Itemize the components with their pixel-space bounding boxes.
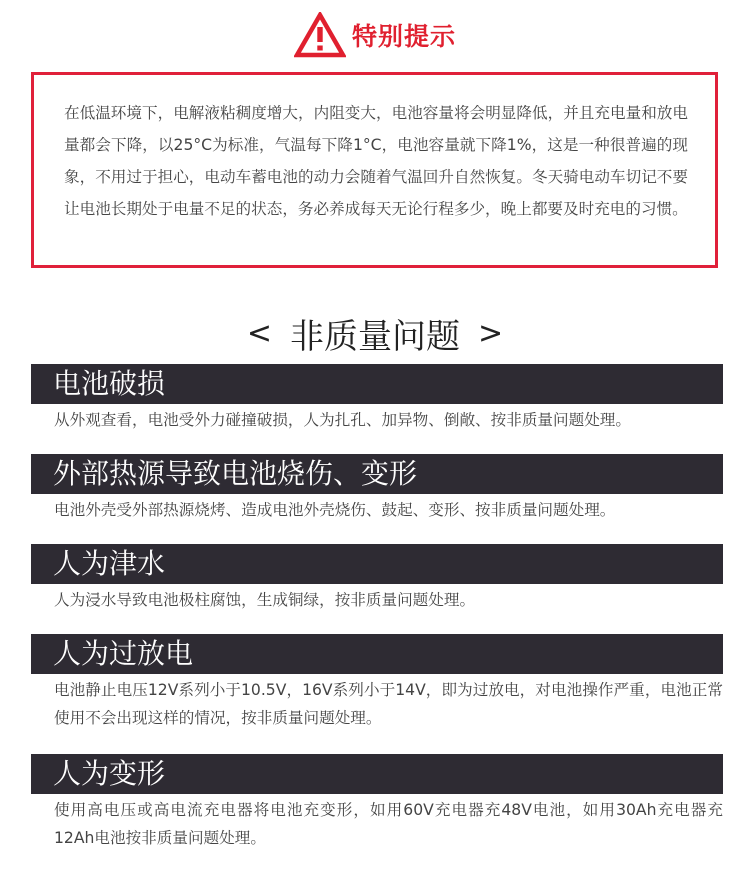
right-bracket: > (478, 315, 504, 351)
issue-description: 电池外壳受外部热源烧烤、造成电池外壳烧伤、鼓起、变形、按非质量问题处理。 (54, 501, 616, 519)
issue-description: 从外观查看，电池受外力碰撞破损，人为扎孔、加异物、倒敞、按非质量问题处理。 (54, 411, 631, 429)
issue-description: 人为浸水导致电池极柱腐蚀，生成铜绿，按非质量问题处理。 (54, 591, 476, 609)
issue-item (31, 544, 723, 614)
issue-heading: 人为过放电 (31, 634, 723, 674)
notice-header (0, 10, 750, 60)
issue-item (31, 754, 723, 852)
issue-item (31, 454, 723, 524)
notice-text: 在低温环境下，电解液粘稠度增大，内阻变大，电池容量将会明显降低，并且充电量和放电量都会下降，以25°C为标准，气温每下降1°C，电池容量就下降1%，这是一种很普遍的现象，不用过于担心，电动车蓄电池的动力会随着气温回升自然恢复。冬天骑电动车切记不要让电池长期处于电量不足的状态，务必养成每天无论行程多少，晚上都要及时充电的习惯。 (64, 104, 688, 218)
issue-item (31, 364, 723, 434)
notice-box (31, 72, 718, 268)
issue-heading: 人为变形 (31, 754, 723, 794)
section-heading (0, 305, 750, 361)
issue-description: 使用高电压或高电流充电器将电池充变形，如用60V充电器充48V电池，如用30Ah充电器充12Ah电池按非质量问题处理。 (54, 801, 723, 847)
left-bracket: < (246, 315, 272, 351)
issue-description: 电池静止电压12V系列小于10.5V，16V系列小于14V，即为过放电，对电池操作严重，电池正常使用不会出现这样的情况，按非质量问题处理。 (54, 681, 723, 727)
issue-heading: 电池破损 (31, 364, 723, 404)
notice-title: 特别提示 (351, 22, 456, 51)
section-title: 非质量问题 (290, 316, 460, 357)
issue-heading: 外部热源导致电池烧伤、变形 (31, 454, 723, 494)
issue-item (31, 634, 723, 732)
issue-heading: 人为津水 (31, 544, 723, 584)
warning-triangle-icon (294, 12, 346, 58)
